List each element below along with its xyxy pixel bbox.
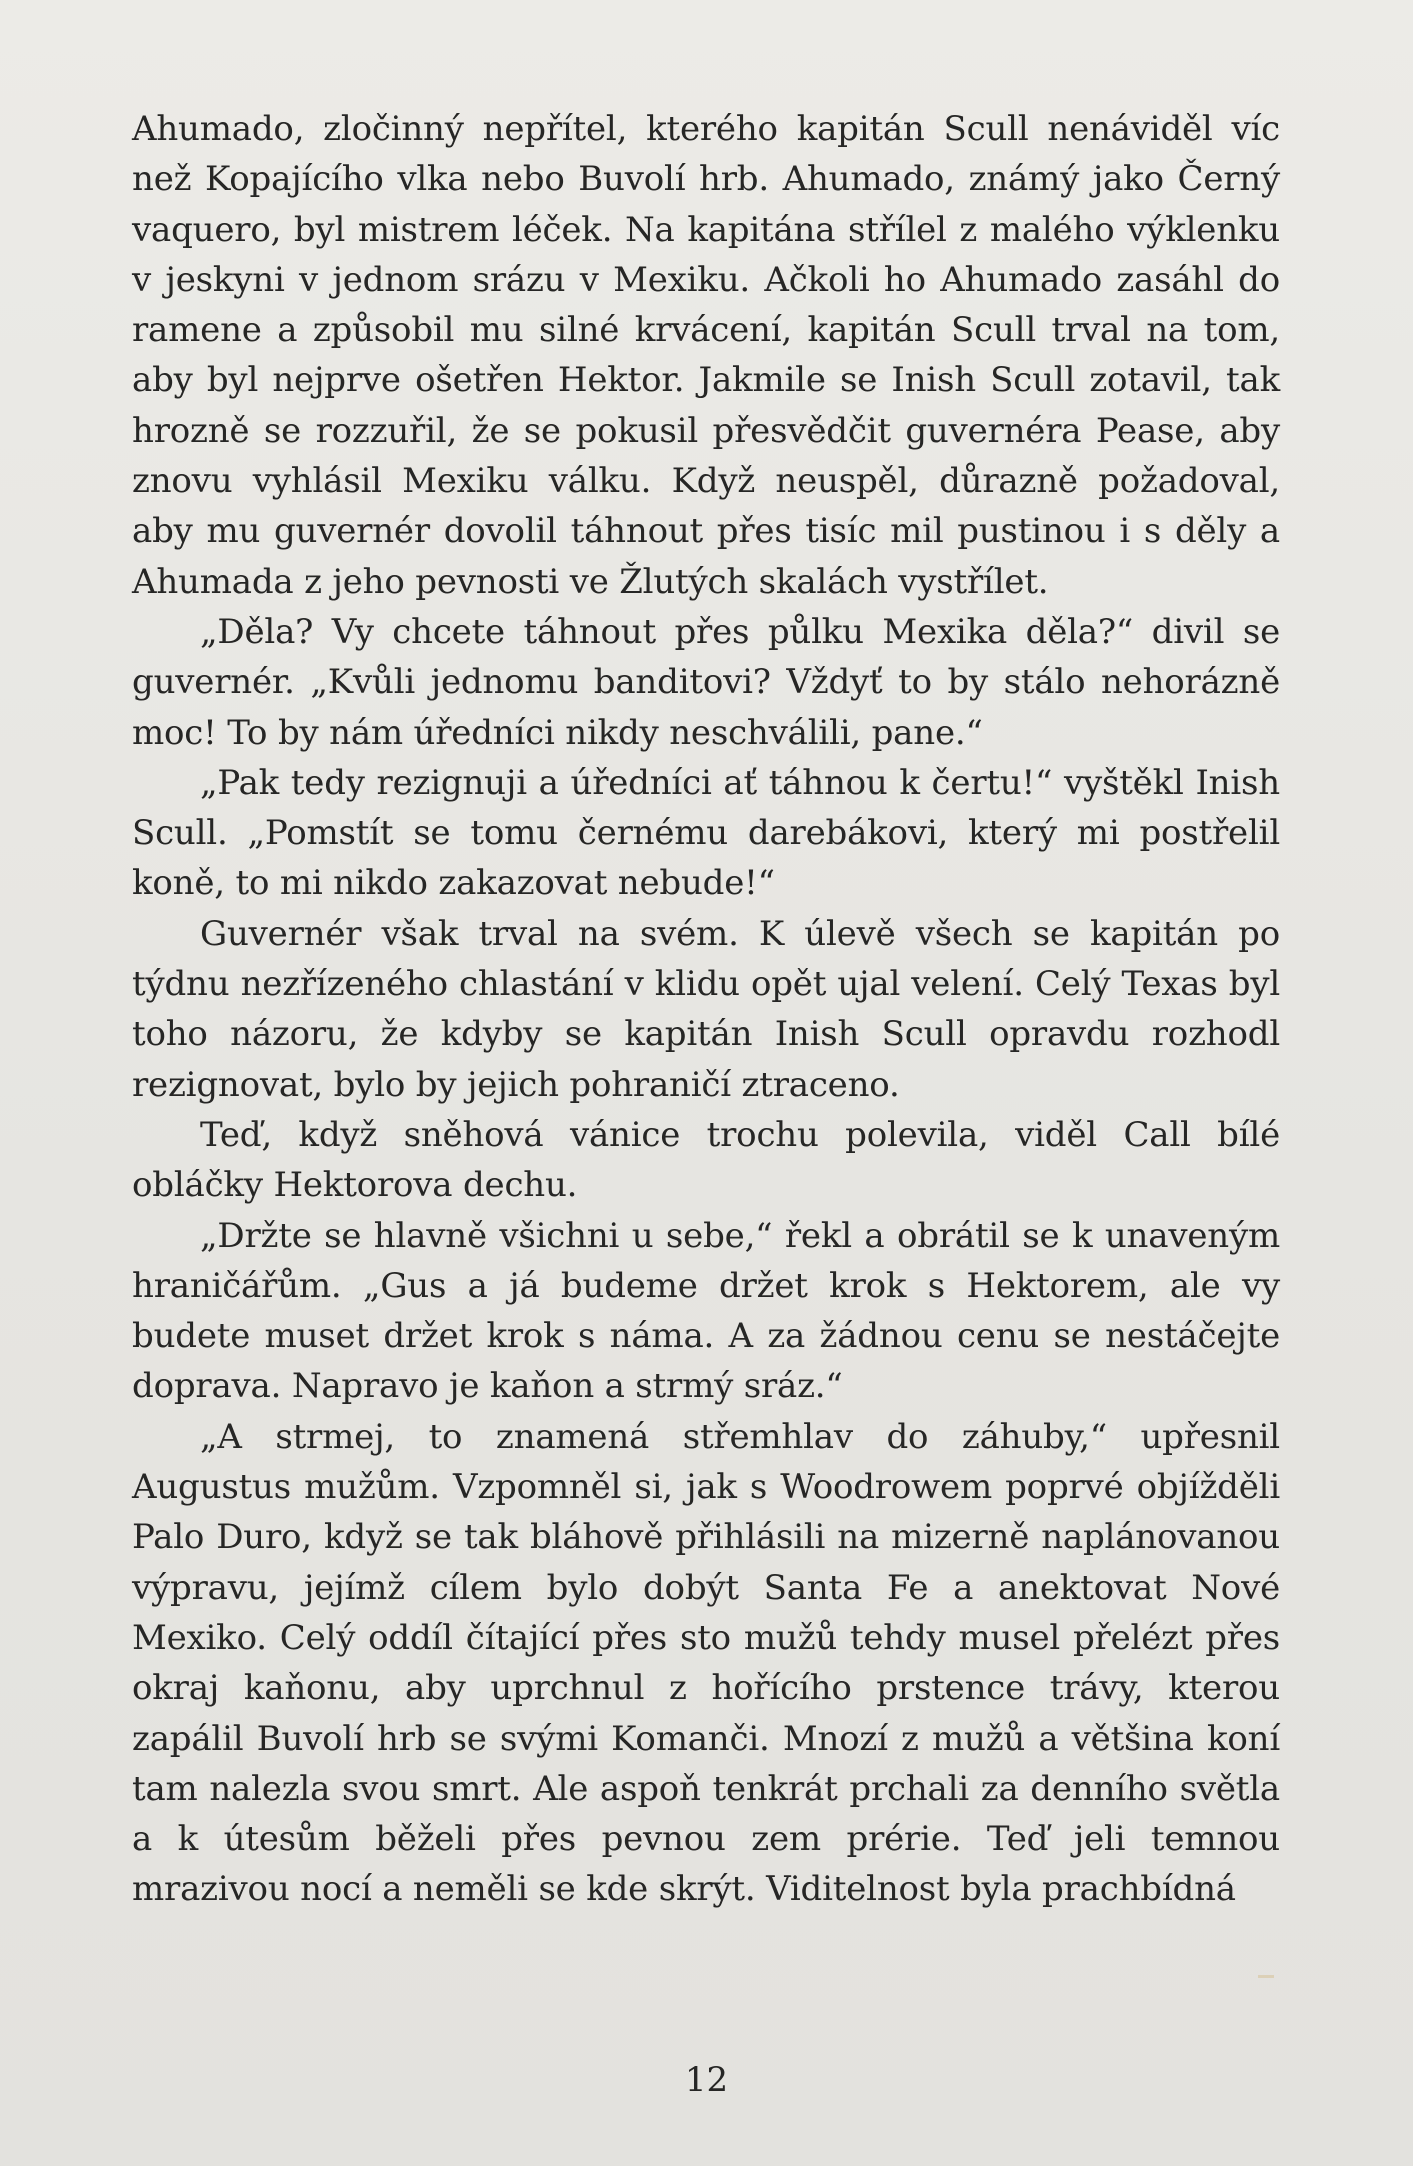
body-text: [132, 104, 1280, 1915]
paragraph-1: Ahumado, zločinný nepřítel, kterého kapitán Scull nenáviděl víc než Kopajícího vlka nebo Buvolí hrb. Ahumado, známý jako Černý vaquero, byl mistrem léček. Na kapitána střílel z malého výklenku v jeskyni v jednom srázu v Mexiku. Ačkoli ho Ahumado zasáhl do ramene a způsobil mu silné krvácení, kapitán Scull trval na tom, aby byl nejprve ošetřen Hektor. Jakmile se Inish Scull zotavil, tak hrozně se rozzuřil, že se pokusil přesvědčit guvernéra Pease, aby znovu vyhlásil Mexiku válku. Když neuspěl, důrazně požadoval, aby mu guvernér dovolil táhnout přes tisíc mil pustinou i s děly a Ahumada z jeho pevnosti ve Žlutých skalách vystřílet.: [132, 109, 1280, 602]
paragraph-2: „Děla? Vy chcete táhnout přes půlku Mexika děla?“ divil se guvernér. „Kvůli jednomu banditovi? Vždyť to by stálo nehorázně moc! To by nám úředníci nikdy neschválili, pane.“: [132, 611, 1280, 753]
paragraph-7: „A strmej, to znamená střemhlav do záhuby,“ upřesnil Augustus mužům. Vzpomněl si, jak s Woodrowem poprvé objížděli Palo Duro, když se tak bláhově přihlásili na mizerně naplánovanou výpravu, jejímž cílem bylo dobýt Santa Fe a anektovat Nové Mexiko. Celý oddíl čítající přes sto mužů tehdy musel přelézt přes okraj kaňonu, aby uprchnul z hořícího prstence trávy, kterou zapálil Buvolí hrb se svými Komanči. Mnozí z mužů a většina koní tam nalezla svou smrt. Ale aspoň tenkrát prchali za denního světla a k útesům běželi přes pevnou zem prérie. Teď jeli temnou mrazivou nocí a neměli se kde skrýt. Viditelnost byla prachbídná: [132, 1416, 1280, 1910]
scan-speck: [1258, 1975, 1274, 1978]
paragraph-4: Guvernér však trval na svém. K úlevě všech se kapitán po týdnu nezřízeného chlastání v klidu opět ujal velení. Celý Texas byl toho názoru, že kdyby se kapitán Inish Scull opravdu rozhodl rezignovat, bylo by jejich pohraničí ztraceno.: [132, 913, 1280, 1105]
paragraph-3: „Pak tedy rezignuji a úředníci ať táhnou k čertu!“ vyštěkl Inish Scull. „Pomstít se tomu černému darebákovi, který mi postřelil koně, to mi nikdo zakazovat nebude!“: [132, 762, 1280, 904]
page-number: 12: [684, 2060, 729, 2100]
paragraph-6: „Držte se hlavně všichni u sebe,“ řekl a obrátil se k unaveným hraničářům. „Gus a já budeme držet krok s Hektorem, ale vy budete muset držet krok s náma. A za žádnou cenu se nestáčejte doprava. Napravo je kaňon a strmý sráz.“: [132, 1215, 1280, 1407]
paragraph-5: Teď, když sněhová vánice trochu polevila, viděl Call bílé obláčky Hektorova dechu.: [132, 1114, 1280, 1206]
